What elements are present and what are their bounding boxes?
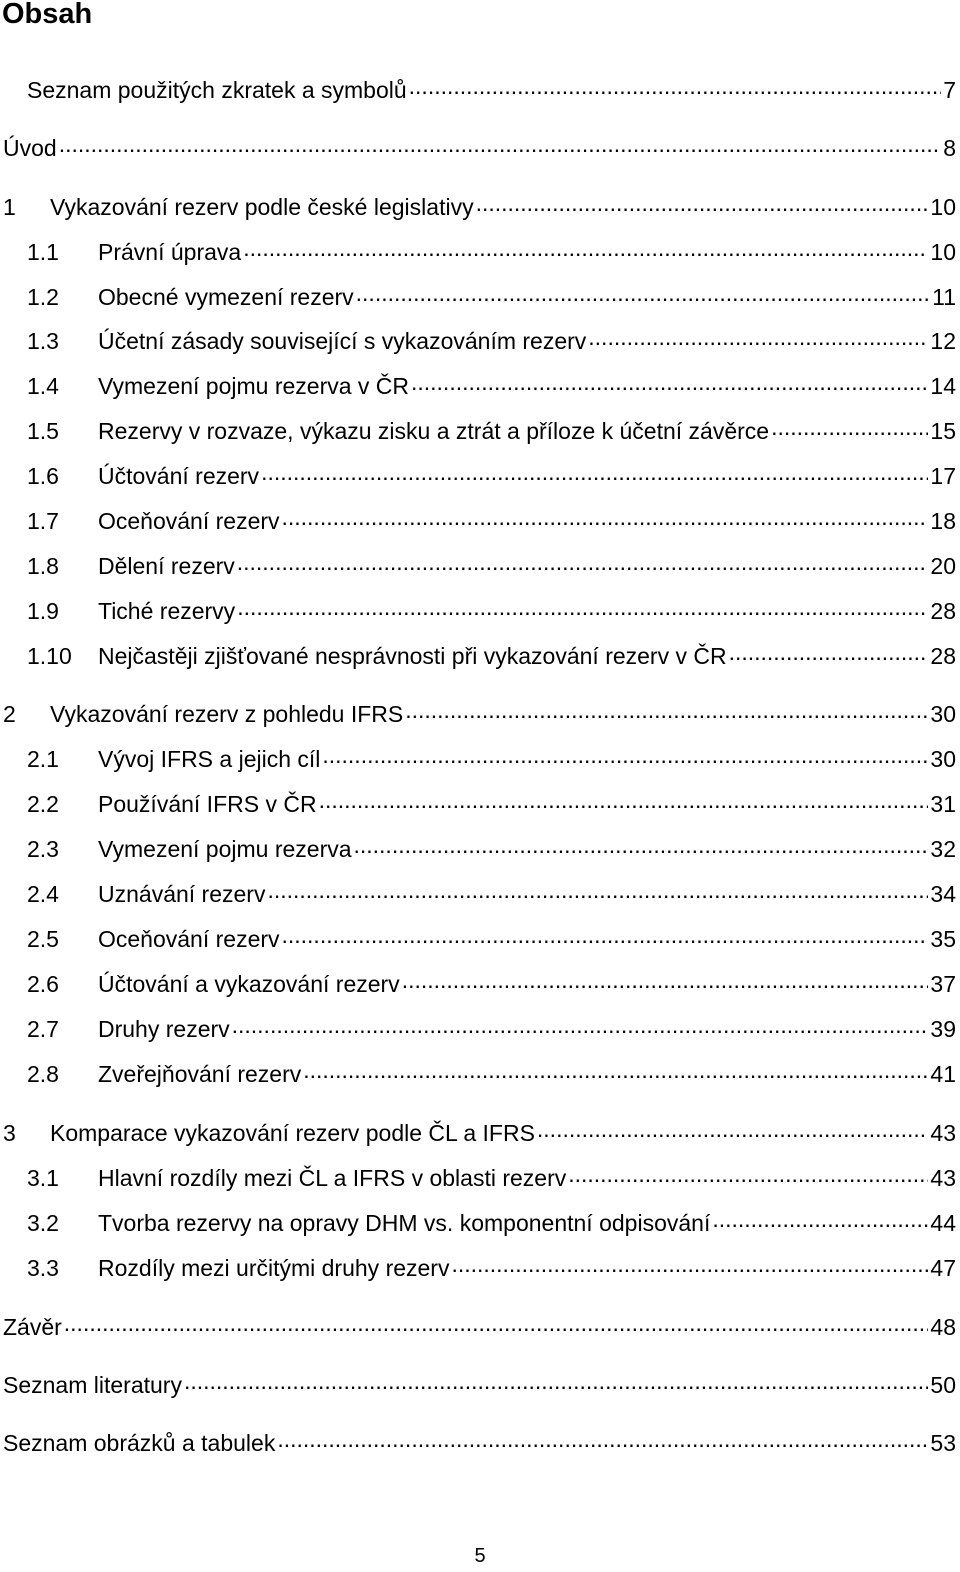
toc-entry-title: Účetní zásady související s vykazováním rezerv [98,328,587,354]
toc-entry-number: 2.1 [27,746,59,772]
toc-entry-number: 3.1 [27,1165,59,1191]
toc-entry[interactable] [0,968,960,1000]
toc-dot-leader [237,554,929,574]
toc-entry-number: 2.5 [27,926,59,952]
toc-entry[interactable] [0,595,960,627]
page-number: 5 [474,1545,486,1567]
toc-entry[interactable] [0,788,960,820]
toc-entry-title: Seznam obrázků a tabulek [3,1430,276,1456]
toc-entry[interactable] [0,1117,960,1149]
toc-entry-title: Úvod [3,135,57,161]
toc-entry[interactable] [0,698,960,730]
toc-entry[interactable] [0,1311,960,1343]
toc-entry-page: 37 [930,971,956,997]
toc-entry[interactable] [0,1058,960,1090]
toc-dot-leader [282,927,929,947]
toc-entry[interactable] [0,833,960,865]
toc-entry[interactable] [0,132,960,164]
toc-entry-title: Druhy rezerv [98,1016,230,1042]
page-title: Obsah [2,0,93,30]
toc-entry-number: 2.2 [27,791,59,817]
toc-entry-title: Vymezení pojmu rezerva v ČR [98,373,410,399]
toc-entry-page: 35 [930,926,956,952]
toc-entry-page: 48 [930,1314,956,1340]
toc-dot-leader [277,1431,928,1451]
toc-dot-leader [451,1256,928,1276]
toc-dot-leader [232,1017,929,1037]
toc-entry-number: 1.5 [27,418,59,444]
toc-entry[interactable] [0,236,960,268]
toc-entry-title: Tiché rezervy [98,598,236,624]
toc-entry-title: Nejčastěji zjišťované nesprávnosti při vykazování rezerv v ČR [98,643,727,669]
toc-dot-leader [356,285,930,305]
toc-entry-title: Vymezení pojmu rezerva [98,836,352,862]
toc-entry[interactable] [0,1252,960,1284]
toc-entry-page: 28 [930,598,956,624]
toc-entry-page: 30 [930,746,956,772]
toc-entry-title: Používání IFRS v ČR [98,791,317,817]
toc-entry-number: 2.6 [27,971,59,997]
toc-entry[interactable] [0,878,960,910]
toc-entry-title: Vykazování rezerv podle české legislativy [50,194,474,220]
toc-entry[interactable] [0,1427,960,1459]
toc-entry-page: 10 [930,194,956,220]
toc-entry-page: 32 [930,836,956,862]
toc-entry-number: 1 [3,194,16,220]
toc-entry-page: 53 [930,1430,956,1456]
toc-dot-leader [282,509,929,529]
toc-entry-page: 10 [930,239,956,265]
toc-dot-leader [354,837,929,857]
toc-entry-title: Oceňování rezerv [98,926,280,952]
toc-entry-title: Seznam použitých zkratek a symbolů [27,77,407,103]
toc-entry-page: 50 [930,1372,956,1398]
toc-entry-number: 2 [3,701,16,727]
toc-entry-title: Oceňování rezerv [98,508,280,534]
toc-dot-leader [267,882,928,902]
toc-dot-leader [588,329,928,349]
toc-entry-title: Vykazování rezerv z pohledu IFRS [50,701,404,727]
toc-dot-leader [771,419,928,439]
toc-entry[interactable] [0,505,960,537]
toc-entry[interactable] [0,923,960,955]
toc-dot-leader [402,972,929,992]
toc-entry-number: 2.4 [27,881,59,907]
toc-entry-page: 31 [930,791,956,817]
toc-entry-title: Účtování rezerv [98,463,260,489]
toc-entry-page: 34 [930,881,956,907]
toc-entry[interactable] [0,191,960,223]
toc-entry[interactable] [0,550,960,582]
toc-entry-number: 1.4 [27,373,59,399]
toc-dot-leader [64,1315,929,1335]
toc-entry-title: Tvorba rezervy na opravy DHM vs. komponentní odpisování [98,1210,711,1236]
toc-entry-title: Seznam literatury [3,1372,182,1398]
toc-dot-leader [568,1166,928,1186]
toc-entry-page: 18 [930,508,956,534]
toc-dot-leader [303,1062,928,1082]
toc-entry-page: 11 [932,284,956,310]
toc-entry-number: 1.6 [27,463,59,489]
toc-entry-page: 15 [930,418,956,444]
toc-dot-leader [322,747,928,767]
toc-entry-number: 3.2 [27,1210,59,1236]
toc-entry[interactable] [0,743,960,775]
toc-dot-leader [476,195,929,215]
toc-entry-title: Zveřejňování rezerv [98,1061,302,1087]
toc-entry-title: Rozdíly mezi určitými druhy rezerv [98,1255,450,1281]
toc-entry-page: 8 [943,135,956,161]
toc-entry-number: 1.9 [27,598,59,624]
toc-entry-number: 3.3 [27,1255,59,1281]
toc-entry-title: Rezervy v rozvaze, výkazu zisku a ztrát a příloze k účetní závěrce [98,418,770,444]
toc-dot-leader [59,136,942,156]
toc-entry-page: 41 [930,1061,956,1087]
toc-dot-leader [409,78,942,98]
toc-entry[interactable] [0,1207,960,1239]
toc-dot-leader [411,374,928,394]
toc-dot-leader [712,1211,928,1231]
toc-entry-title: Hlavní rozdíly mezi ČL a IFRS v oblasti rezerv [98,1165,567,1191]
toc-entry-number: 1.1 [27,239,59,265]
toc-dot-leader [729,644,929,664]
toc-entry-page: 17 [930,463,956,489]
toc-entry-number: 1.2 [27,284,59,310]
toc-entry-number: 3 [3,1120,16,1146]
toc-entry-title: Závěr [3,1314,62,1340]
toc-entry[interactable] [0,460,960,492]
toc-entry-page: 12 [930,328,956,354]
toc-dot-leader [405,702,928,722]
toc-dot-leader [319,792,929,812]
toc-entry-title: Obecné vymezení rezerv [98,284,354,310]
toc-entry[interactable] [0,74,960,106]
toc-dot-leader [261,464,928,484]
toc-entry[interactable] [0,1013,960,1045]
toc-entry-page: 39 [930,1016,956,1042]
toc-entry-number: 1.8 [27,553,59,579]
toc-entry[interactable] [0,1162,960,1194]
toc-entry-page: 28 [930,643,956,669]
toc-entry[interactable] [0,325,960,357]
toc-entry-number: 1.10 [27,643,72,669]
toc-entry[interactable] [0,640,960,672]
toc-entry-title: Právní úprava [98,239,242,265]
toc-entry[interactable] [0,415,960,447]
toc-entry-page: 44 [930,1210,956,1236]
toc-entry-number: 2.8 [27,1061,59,1087]
toc-entry-page: 20 [930,553,956,579]
toc-entry[interactable] [0,370,960,402]
toc-entry-page: 14 [930,373,956,399]
toc-dot-leader [243,240,928,260]
toc-entry-title: Účtování a vykazování rezerv [98,971,400,997]
toc-entry-title: Dělení rezerv [98,553,235,579]
toc-entry-page: 43 [930,1165,956,1191]
toc-dot-leader [537,1121,928,1141]
toc-dot-leader [237,599,928,619]
toc-entry-page: 47 [930,1255,956,1281]
toc-entry-page: 30 [930,701,956,727]
toc-entry-title: Uznávání rezerv [98,881,266,907]
toc-entry-number: 2.7 [27,1016,59,1042]
toc-entry-number: 1.3 [27,328,59,354]
toc-entry[interactable] [0,1369,960,1401]
toc-dot-leader [184,1373,928,1393]
toc-entry-title: Vývoj IFRS a jejich cíl [98,746,321,772]
toc-entry-number: 2.3 [27,836,59,862]
toc-entry-page: 43 [930,1120,956,1146]
toc-entry-number: 1.7 [27,508,59,534]
toc-entry[interactable] [0,281,960,313]
toc-entry-page: 7 [943,77,956,103]
toc-entry-title: Komparace vykazování rezerv podle ČL a IFRS [50,1120,535,1146]
